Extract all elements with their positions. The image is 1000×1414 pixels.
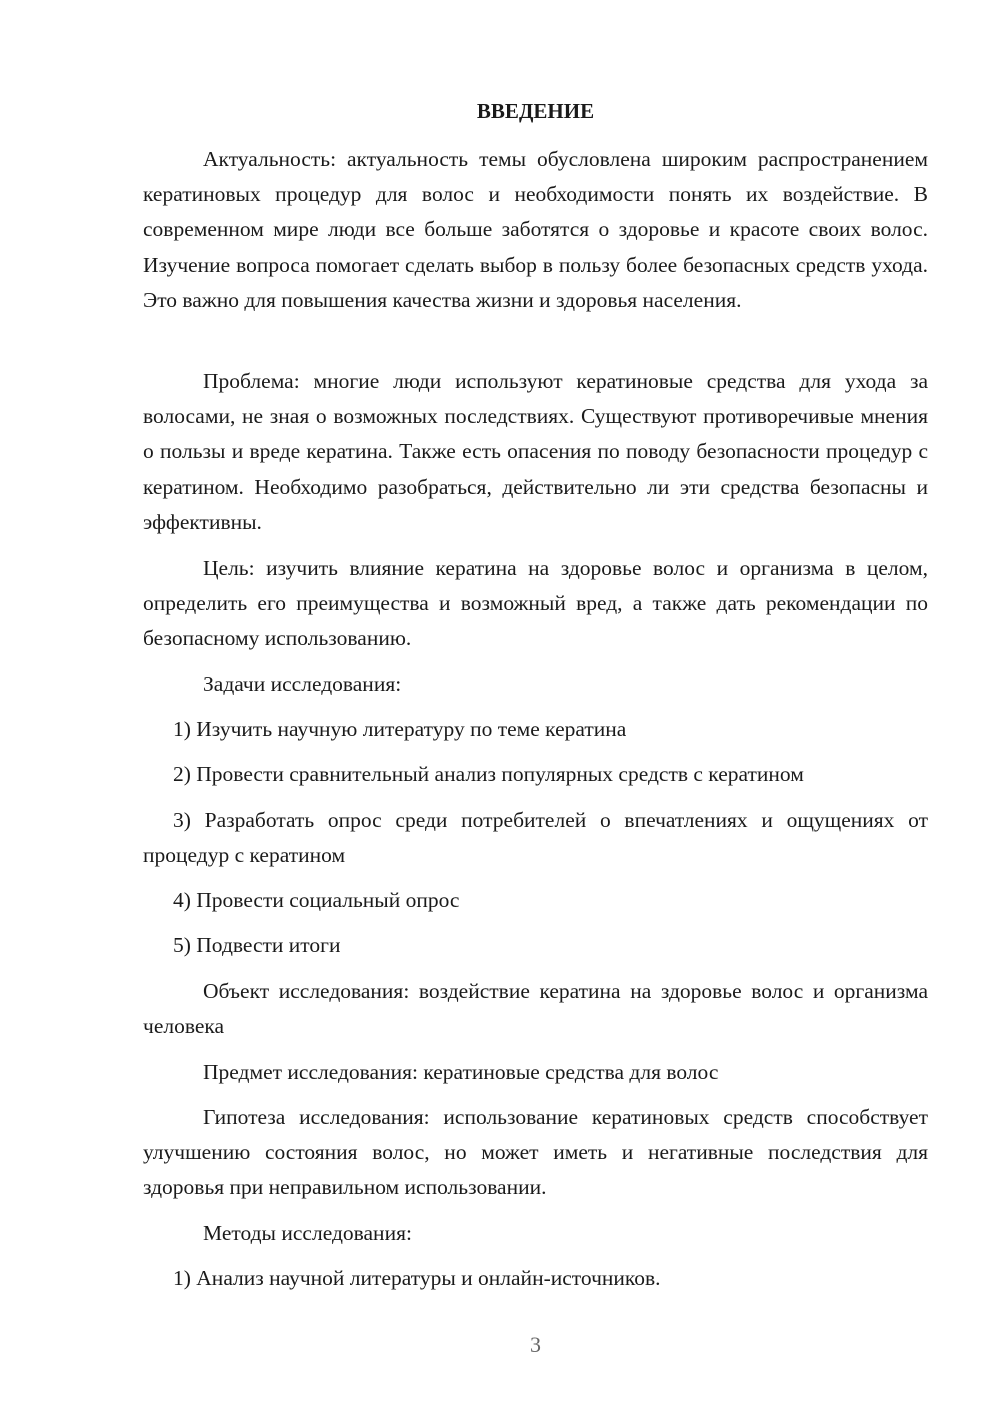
task-item-2: 2) Провести сравнительный анализ популярных средств с кератином	[173, 762, 804, 786]
goal-paragraph: Цель: изучить влияние кератина на здоровье волос и организма в целом, определить его преимущества и возможный вред, а также дать рекомендации по безопасному использованию.	[143, 556, 928, 651]
subject-paragraph: Предмет исследования: кератиновые средства для волос	[203, 1060, 719, 1084]
hypothesis-paragraph: Гипотеза исследования: использование кератиновых средств способствует улучшению состояния волос, но может иметь и негативные последствия для здоровья при неправильном использовании.	[143, 1105, 928, 1200]
problem-paragraph: Проблема: многие люди используют кератиновые средства для ухода за волосами, не зная о возможных последствиях. Существуют противоречивые мнения о пользы и вреде кератина. Также есть опасения по поводу безопасности процедур с кератином. Необходимо разобраться, действительно ли эти средства безопасны и эффективны.	[143, 369, 928, 534]
section-title: ВВЕДЕНИЕ	[476, 99, 595, 123]
task-item-4: 4) Провести социальный опрос	[173, 888, 460, 912]
relevance-paragraph: Актуальность: актуальность темы обусловлена широким распространением кератиновых процедур для волос и необходимости понять их воздействие. В современном мире люди все больше заботятся о здоровье и красоте своих волос. Изучение вопроса помогает сделать выбор в пользу более безопасных средств ухода. Это важно для повышения качества жизни и здоровья населения.	[143, 147, 928, 312]
page-number: 3	[530, 1332, 541, 1357]
document-page	[143, 0, 928, 1414]
object-paragraph: Объект исследования: воздействие кератина на здоровье волос и организма человека	[143, 979, 928, 1039]
task-item-3: 3) Разработать опрос среди потребителей о впечатлениях и ощущениях от процедур с кератином	[143, 808, 928, 868]
task-item-5: 5) Подвести итоги	[173, 933, 341, 957]
task-item-1: 1) Изучить научную литературу по теме кератина	[173, 717, 627, 741]
methods-heading: Методы исследования:	[203, 1221, 412, 1245]
tasks-heading: Задачи исследования:	[203, 672, 402, 696]
method-item-1: 1) Анализ научной литературы и онлайн-источников.	[173, 1266, 661, 1290]
